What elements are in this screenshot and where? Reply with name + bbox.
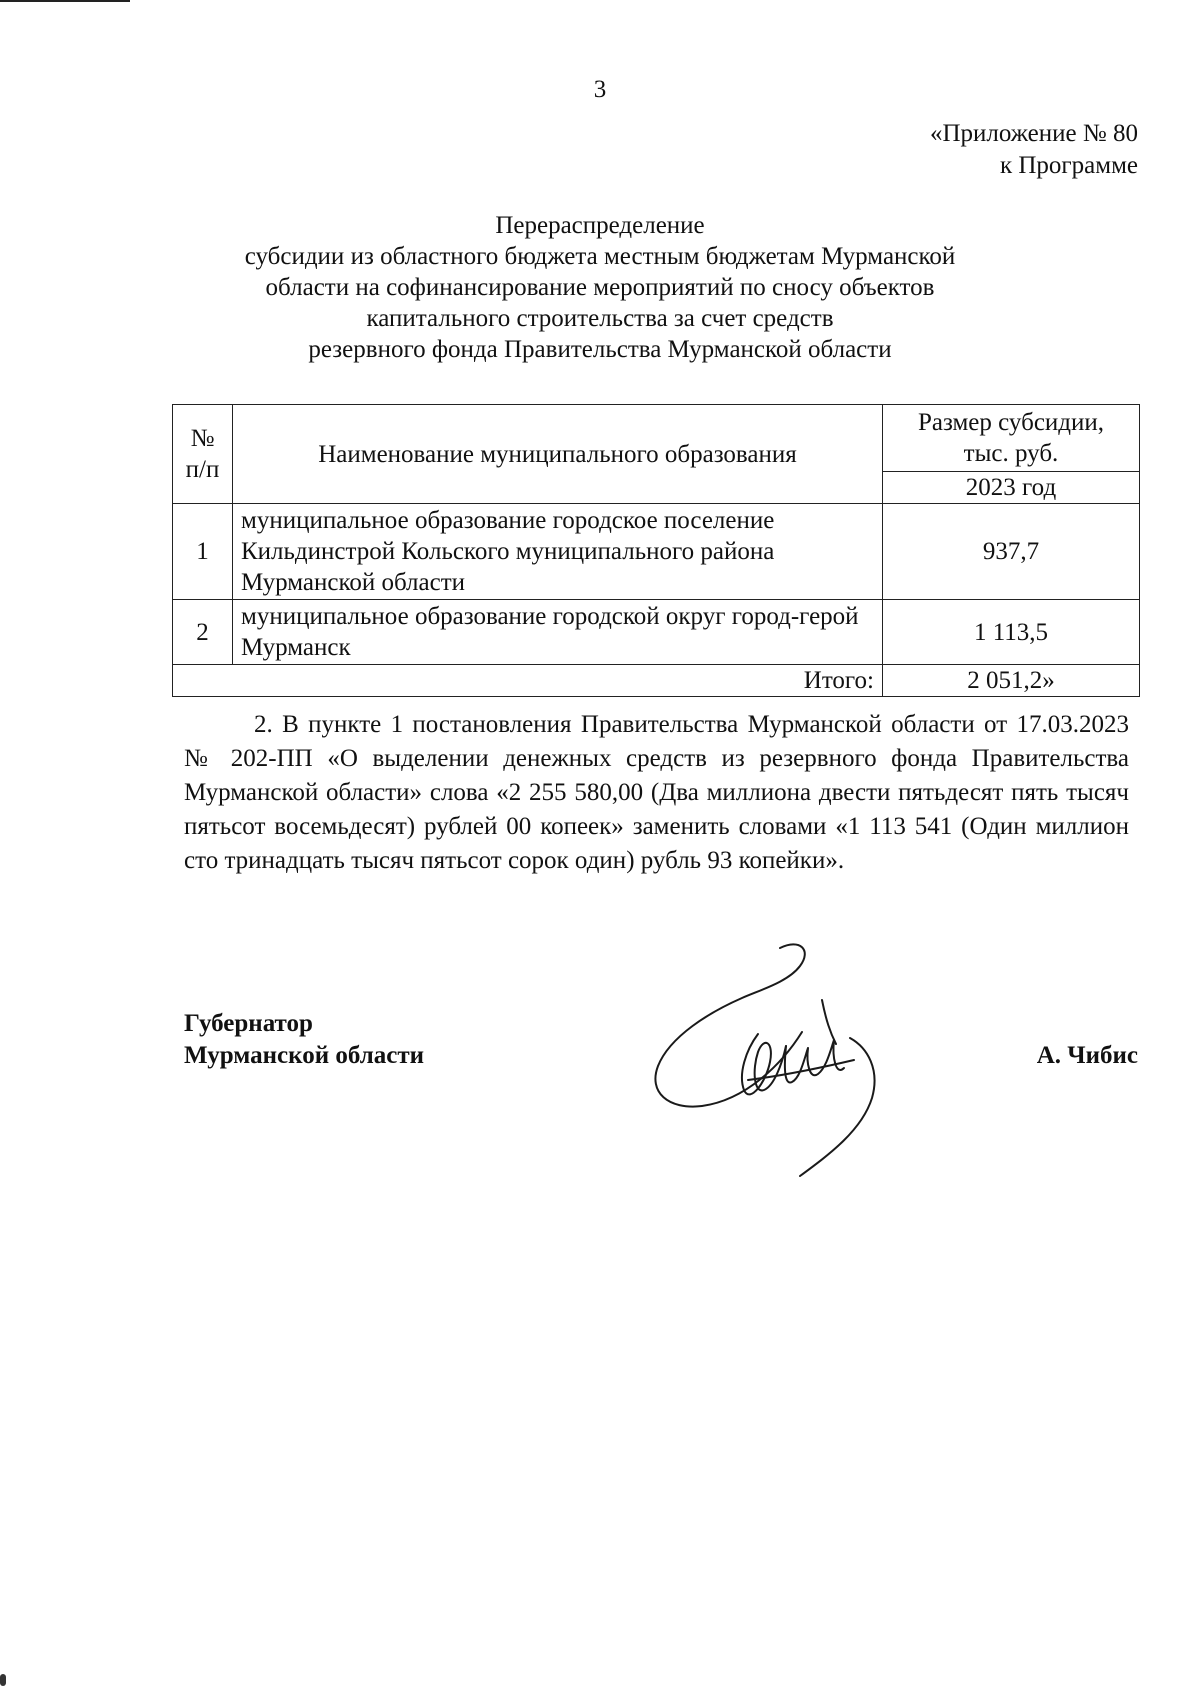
header-number-sign: № <box>190 425 215 452</box>
total-label: Итого: <box>173 665 883 697</box>
row-amount: 937,7 <box>883 504 1140 600</box>
header-amount-line-2: тыс. руб. <box>963 440 1059 467</box>
document-title <box>0 210 1200 365</box>
signatory-position-line-1: Губернатор <box>184 1010 313 1037</box>
table-total-row <box>173 665 1140 697</box>
title-line-3: области на софинансирование мероприятий по сносу объектов <box>265 274 935 301</box>
signatory-position-line-2: Мурманской области <box>184 1042 425 1069</box>
title-line-1: Перераспределение <box>495 212 705 239</box>
amendment-paragraph: 2. В пункте 1 постановления Правительства Мурманской области от 17.03.2023 № 202-ПП «О выделении денежных средств из резервного фонда Правительства Мурманской области» слова «2 255 580,00 (Два миллиона двести пятьдесят пять тысяч пятьсот восемьдесят) рублей 00 копеек» заменить словами «1 113 541 (Один миллион сто тринадцать тысяч пятьсот сорок один) рубль 93 копейки». <box>184 711 1129 874</box>
total-amount: 2 051,2» <box>883 665 1140 697</box>
signatory-name: А. Чибис <box>1036 1042 1138 1069</box>
row-number: 1 <box>173 504 233 600</box>
appendix-reference <box>930 118 1138 182</box>
table-row <box>173 504 1140 600</box>
header-amount-cell <box>883 405 1140 472</box>
header-name-cell: Наименование муниципального образования <box>233 405 883 504</box>
title-line-4: капитального строительства за счет средств <box>366 305 834 332</box>
appendix-line-1: «Приложение № 80 <box>929 120 1138 147</box>
header-year-cell: 2023 год <box>883 472 1140 504</box>
page-number: 3 <box>593 76 607 103</box>
header-amount-line-1: Размер субсидии, <box>917 409 1105 436</box>
header-number-abbrev: п/п <box>185 456 220 483</box>
handwritten-signature <box>650 940 930 1180</box>
subsidy-table <box>172 404 1140 697</box>
signatory-position <box>184 1008 424 1072</box>
scan-edge-mark <box>0 0 130 2</box>
row-number: 2 <box>173 600 233 665</box>
header-number-cell <box>173 405 233 504</box>
table-header-row <box>173 405 1140 472</box>
row-amount: 1 113,5 <box>883 600 1140 665</box>
appendix-line-2: к Программе <box>999 152 1138 179</box>
table-row <box>173 600 1140 665</box>
title-line-2: субсидии из областного бюджета местным бюджетам Мурманской <box>244 243 956 270</box>
row-municipality: муниципальное образование городское поселение Кильдинстрой Кольского муниципального района Мурманской области <box>233 504 883 600</box>
row-municipality: муниципальное образование городской округ город-герой Мурманск <box>233 600 883 665</box>
title-line-5: резервного фонда Правительства Мурманской области <box>308 336 892 363</box>
scan-edge-mark <box>0 1674 6 1686</box>
